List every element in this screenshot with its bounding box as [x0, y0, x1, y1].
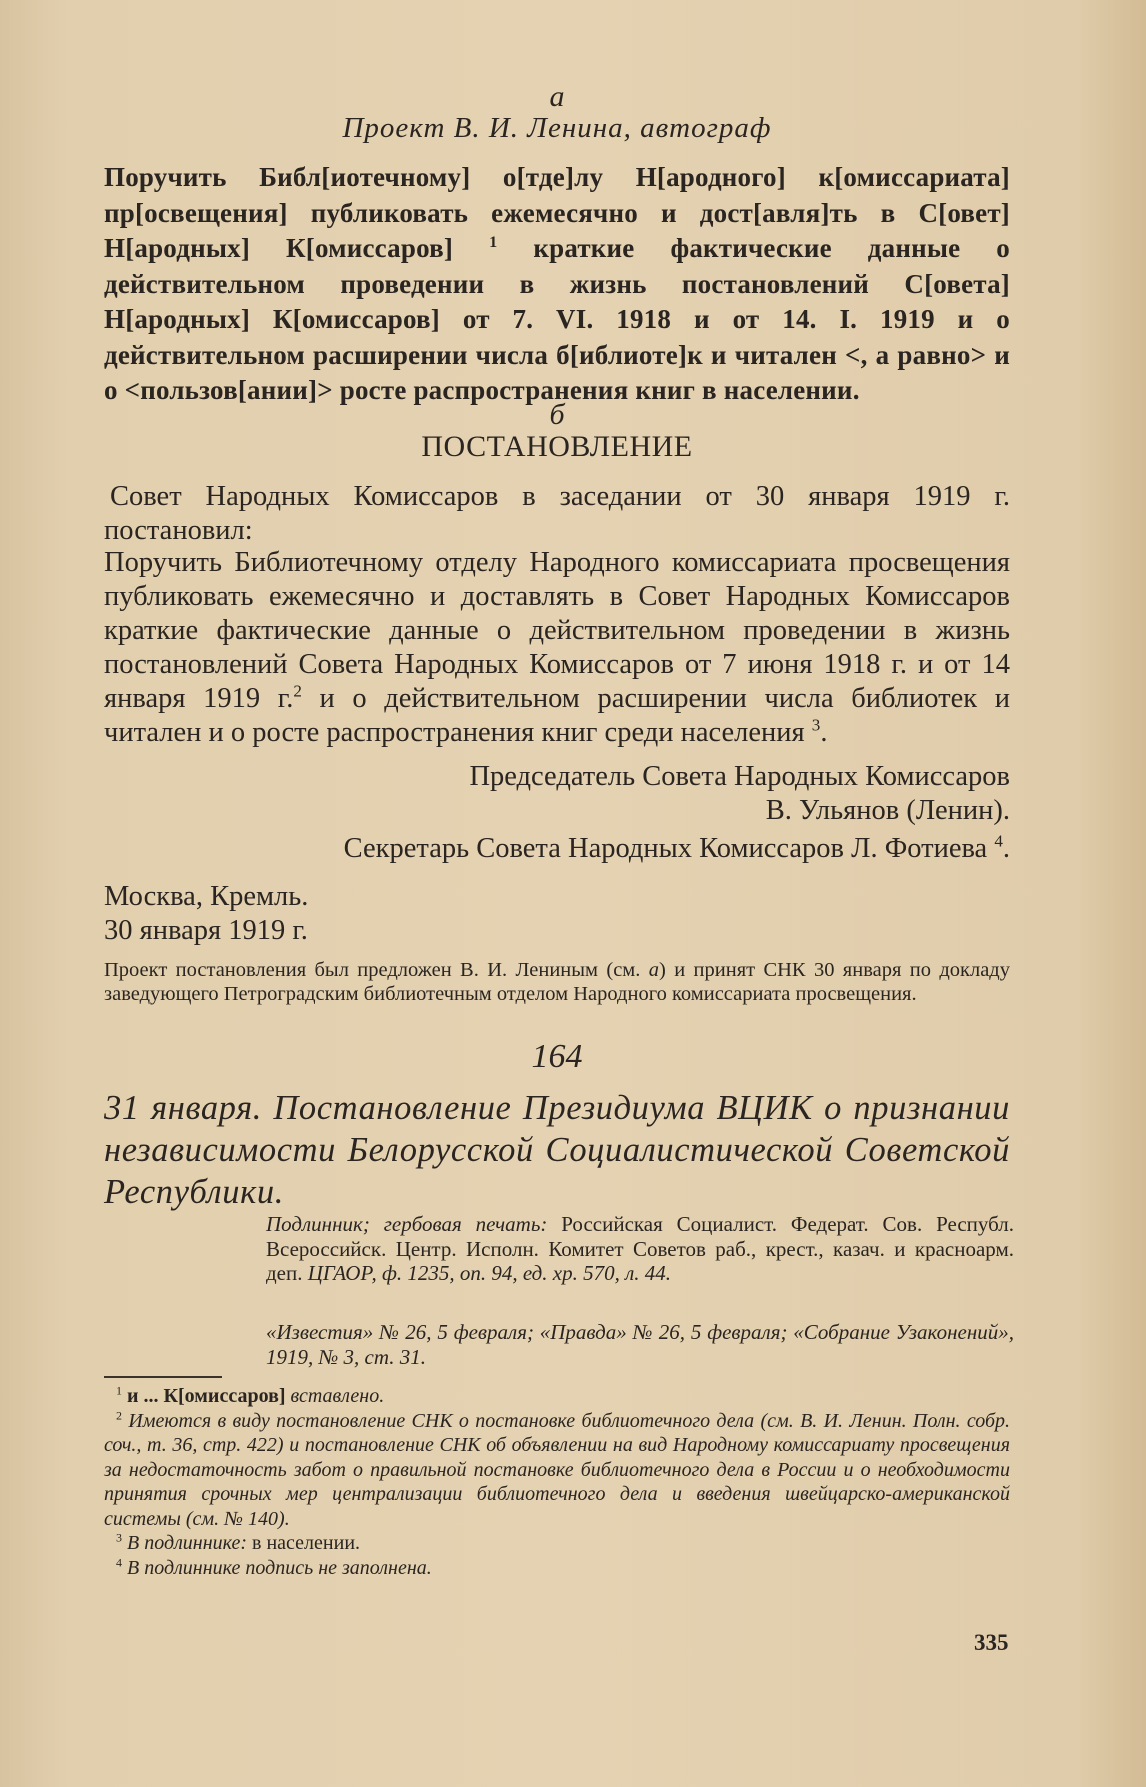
footnote-mark-1: 1	[489, 233, 498, 251]
footnote-1	[104, 1384, 1010, 1409]
footnote-mark-4: 4	[994, 831, 1003, 851]
footnote-1-text: и ... К[омиссаров]	[127, 1385, 286, 1407]
footnote-3-number: 3	[116, 1530, 122, 1545]
footnote-4	[104, 1556, 1010, 1581]
footnotes	[104, 1384, 1010, 1580]
editorial-note-ref: а	[648, 959, 660, 981]
footnote-mark-2: 2	[293, 681, 302, 701]
footnote-3-text: в населении.	[252, 1532, 361, 1554]
footnote-4-text: В подлиннике подпись не заполнена.	[127, 1556, 432, 1579]
lenin-draft-text	[104, 160, 1010, 409]
footnote-2-number: 2	[116, 1407, 122, 1422]
section-a-heading: Проект В. И. Ленина, автограф	[342, 112, 772, 144]
publication-sources: «Известия» № 26, 5 февраля; «Правда» № 26, 5 февраля; «Собрание Узаконений», 1919, № 3, ст. 31.	[266, 1320, 1014, 1369]
section-a-letter: а	[549, 80, 565, 113]
archive-label: Подлинник; гербовая печать:	[266, 1212, 548, 1236]
place: Москва, Кремль.	[104, 881, 309, 912]
document-number: 164	[531, 1038, 583, 1075]
resolution-intro	[104, 480, 1010, 548]
footnote-3-label: В подлиннике:	[127, 1532, 248, 1554]
chairman-name: В. Ульянов (Ленин).	[765, 795, 1010, 826]
resolution-intro-text: Совет Народных Комиссаров в заседании от 30 января 1919 г. постановил:	[104, 481, 1010, 546]
archive-source	[266, 1212, 1014, 1286]
resolution-body-part-1: Поручить Библиотечному отделу Народного комиссариата просвещения публиковать ежемесячно и доставлять в Совет Народных Комиссаров краткие фактические данные о действительном проведении в жизнь постановлений Совета Народных Комиссаров от 7 июня 1918 г. и от 14 января 1919 г.	[104, 547, 1010, 714]
editorial-note	[104, 958, 1010, 1006]
resolution-body	[104, 546, 1010, 750]
resolution-title: ПОСТАНОВЛЕНИЕ	[421, 430, 693, 463]
footnote-mark-3: 3	[811, 715, 821, 735]
editorial-note-part-2: ) и принят СНК 30 января по докладу заведующего Петроградским библиотечным отделом Народного комиссариата просвещения.	[104, 959, 1010, 1005]
footnote-2-text: Имеются в виду постановление СНК о постановке библиотечного дела (см. В. И. Ленин. Полн. собр. соч., т. 36, стр. 422) и постановление СНК об объявлении на вид Народному комиссариату просвещения за недостаточность забот о правильной постановке библиотечного дела в России и о необходимости принятия срочных мер централизации библиотечного дела и введения швейцарско-американской системы (см. № 140).	[104, 1409, 1011, 1530]
secretary-text: Секретарь Совета Народных Комиссаров Л. Фотиева	[343, 833, 995, 864]
document-title: 31 января. Постановление Президиума ВЦИК о признании независимости Белорусской Социалистической Советской Республики.	[104, 1089, 1010, 1211]
page-number: 335	[974, 1630, 1009, 1655]
archive-reference: ЦГАОР, ф. 1235, оп. 94, ед. хр. 570, л. 44.	[307, 1261, 672, 1285]
footnote-1-note: вставлено.	[290, 1385, 385, 1407]
editorial-note-part-1: Проект постановления был предложен В. И. Лениным (см.	[104, 959, 649, 981]
secretary-end: .	[1002, 833, 1010, 864]
chairman-title: Председатель Совета Народных Комиссаров	[469, 761, 1010, 792]
secretary-signature	[104, 832, 1010, 866]
footnote-divider	[104, 1376, 222, 1378]
chairman-signature	[104, 760, 1010, 828]
date: 30 января 1919 г.	[104, 915, 308, 946]
archive-text: Российская Социалист. Федерат. Сов. Республ. Всероссийск. Центр. Исполн. Комитет Советов раб., крест., казач. и красноарм. деп.	[266, 1212, 1014, 1285]
draft-part-1: Поручить Библ[иотечному] о[тде]лу Н[ародного] к[омиссариата] пр[освещения] публиковать ежемесячно и дост[авля]ть в С[овет] Н[ародных] К[омиссаров]	[104, 162, 1010, 263]
place-and-date	[104, 880, 1010, 948]
footnote-2	[104, 1409, 1010, 1532]
footnote-3	[104, 1531, 1010, 1556]
section-b-letter: б	[549, 398, 565, 431]
draft-part-2: краткие фактические данные о действительном проведении в жизнь постановлений С[овета] Н[ародных] К[омиссаров] от 7. VI. 1918 и от 14. I. 1919 и о действительном расширении числа б[иблиоте]к и читален <, а равно> и о <пользов[ании]> росте распространения книг в населении.	[104, 233, 1010, 405]
resolution-body-part-2: и о действительном расширении числа библиотек и читален и о росте распространения книг среди населения	[104, 683, 1010, 748]
resolution-body-end: .	[820, 717, 828, 748]
footnote-1-number: 1	[116, 1383, 122, 1398]
footnote-4-number: 4	[116, 1554, 122, 1569]
